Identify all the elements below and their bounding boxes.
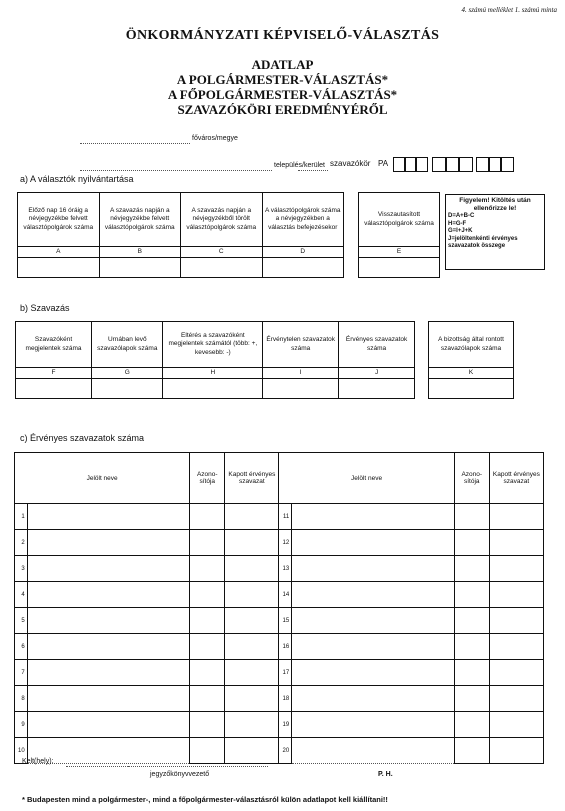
col-e-code: E bbox=[359, 247, 440, 258]
candidate-code-right[interactable] bbox=[454, 634, 489, 660]
candidate-votes-left[interactable] bbox=[225, 686, 279, 712]
voter-registry-table bbox=[17, 192, 344, 278]
subtitle-line-2: A POLGÁRMESTER-VÁLASZTÁS* bbox=[176, 72, 389, 87]
candidate-code-right[interactable] bbox=[454, 608, 489, 634]
row-number-left: 3 bbox=[15, 556, 28, 582]
pa-box-9[interactable] bbox=[500, 157, 514, 172]
candidate-votes-right[interactable] bbox=[489, 608, 543, 634]
col-j-header: Érvényes szavazatok száma bbox=[339, 322, 415, 368]
col-b-code: B bbox=[99, 247, 181, 258]
candidate-name-right[interactable] bbox=[292, 556, 455, 582]
col-i-header: Érvénytelen szavazatok száma bbox=[263, 322, 339, 368]
col-i-code: I bbox=[263, 368, 339, 379]
pa-box-3[interactable] bbox=[415, 157, 428, 172]
candidate-name-right[interactable] bbox=[292, 634, 455, 660]
candidate-name-left[interactable] bbox=[27, 660, 190, 686]
candidate-name-left[interactable] bbox=[27, 686, 190, 712]
check-note-head: Figyelem! Kitöltés után ellenőrizze le! bbox=[459, 197, 531, 213]
row-number-left: 1 bbox=[15, 504, 28, 530]
capital-county-field[interactable] bbox=[80, 143, 190, 144]
col-k-header: A bizottság által rontott szavazólapok száma bbox=[429, 322, 514, 368]
section-a-label: a) A választók nyilvántartása bbox=[20, 174, 134, 184]
col-j-value[interactable] bbox=[339, 379, 415, 399]
row-number-left: 5 bbox=[15, 608, 28, 634]
row-number-right: 12 bbox=[279, 530, 292, 556]
candidate-code-right[interactable] bbox=[454, 504, 489, 530]
col-c-code: C bbox=[181, 247, 263, 258]
candidate-votes-right[interactable] bbox=[489, 582, 543, 608]
pa-box-6[interactable] bbox=[458, 157, 473, 172]
footnote: * Budapesten mind a polgármester-, mind a főpolgármester-választásról külön adatlapot kell kiállítani!! bbox=[22, 795, 388, 804]
col-f-code: F bbox=[16, 368, 92, 379]
result-row bbox=[15, 582, 544, 608]
code-header-right: Azono- sítója bbox=[454, 453, 489, 504]
check-note-box bbox=[445, 194, 545, 270]
candidate-votes-left[interactable] bbox=[225, 530, 279, 556]
row-number-right: 13 bbox=[279, 556, 292, 582]
section-c-label: c) Érvényes szavazatok száma bbox=[20, 433, 145, 443]
candidate-code-left[interactable] bbox=[190, 504, 225, 530]
pa-label: PA bbox=[378, 159, 389, 168]
candidate-votes-left[interactable] bbox=[225, 634, 279, 660]
candidate-name-left[interactable] bbox=[27, 504, 190, 530]
check-note-line-1: D=A+B-C bbox=[448, 213, 475, 220]
col-h-header: Eltérés a szavazóként megjelentek számától (több: +, kevesebb: -) bbox=[163, 322, 263, 368]
result-row bbox=[15, 712, 544, 738]
col-k-value[interactable] bbox=[429, 379, 514, 399]
check-note-line-3: G=I+J+K bbox=[448, 228, 473, 235]
subtitle-line-4: SZAVAZÓKÖRI EREDMÉNYÉRŐL bbox=[177, 102, 388, 117]
candidate-code-right[interactable] bbox=[454, 530, 489, 556]
row-number-right: 20 bbox=[279, 738, 292, 764]
col-h-code: H bbox=[163, 368, 263, 379]
candidate-votes-left[interactable] bbox=[225, 712, 279, 738]
candidate-name-right[interactable] bbox=[292, 582, 455, 608]
col-d-value[interactable] bbox=[262, 258, 344, 278]
candidate-votes-right[interactable] bbox=[489, 530, 543, 556]
candidate-code-right[interactable] bbox=[454, 686, 489, 712]
candidate-code-left[interactable] bbox=[190, 608, 225, 634]
row-number-right: 14 bbox=[279, 582, 292, 608]
subtitle-line-3: A FŐPOLGÁRMESTER-VÁLASZTÁS* bbox=[167, 87, 398, 102]
col-h-value[interactable] bbox=[163, 379, 263, 399]
col-c-value[interactable] bbox=[181, 258, 263, 278]
stamp-label: P. H. bbox=[378, 771, 393, 778]
candidate-code-left[interactable] bbox=[190, 634, 225, 660]
col-a-header: Előző nap 16 óráig a névjegyzékbe felvett választópolgárok száma bbox=[18, 193, 100, 247]
row-number-right: 19 bbox=[279, 712, 292, 738]
candidate-name-left[interactable] bbox=[27, 556, 190, 582]
candidate-votes-right[interactable] bbox=[489, 738, 543, 764]
col-f-value[interactable] bbox=[16, 379, 92, 399]
row-number-left: 6 bbox=[15, 634, 28, 660]
result-row bbox=[15, 738, 544, 764]
capital-county-label: főváros/megye bbox=[192, 135, 238, 142]
col-b-value[interactable] bbox=[99, 258, 181, 278]
candidate-name-left[interactable] bbox=[27, 530, 190, 556]
col-i-value[interactable] bbox=[263, 379, 339, 399]
signer-label: jegyzőkönyvvezető bbox=[150, 771, 210, 778]
district-label: szavazókör bbox=[330, 159, 371, 168]
candidate-name-left[interactable] bbox=[27, 634, 190, 660]
candidate-votes-right[interactable] bbox=[489, 634, 543, 660]
voting-table bbox=[15, 321, 415, 399]
candidate-name-left[interactable] bbox=[27, 582, 190, 608]
col-a-code: A bbox=[18, 247, 100, 258]
section-b-label: b) Szavazás bbox=[20, 303, 70, 313]
col-e-value[interactable] bbox=[359, 258, 440, 278]
row-number-left: 2 bbox=[15, 530, 28, 556]
candidate-votes-right[interactable] bbox=[489, 660, 543, 686]
col-d-code: D bbox=[262, 247, 344, 258]
annex-note: 4. számú melléklet 1. számú minta bbox=[461, 6, 557, 14]
candidate-code-right[interactable] bbox=[454, 582, 489, 608]
row-number-left: 7 bbox=[15, 660, 28, 686]
candidate-code-left[interactable] bbox=[190, 660, 225, 686]
result-row bbox=[15, 556, 544, 582]
valid-votes-table bbox=[14, 452, 544, 764]
col-f-header: Szavazóként megjelentek száma bbox=[16, 322, 92, 368]
candidate-name-right[interactable] bbox=[292, 712, 455, 738]
candidate-name-right[interactable] bbox=[292, 686, 455, 712]
candidate-name-right[interactable] bbox=[292, 738, 455, 764]
candidate-votes-left[interactable] bbox=[225, 608, 279, 634]
district-field[interactable] bbox=[298, 170, 328, 171]
votes-header-right: Kapott érvényes szavazat bbox=[489, 453, 543, 504]
candidate-votes-right[interactable] bbox=[489, 712, 543, 738]
candidate-votes-right[interactable] bbox=[489, 686, 543, 712]
result-row bbox=[15, 634, 544, 660]
check-note-line-4: J=jelöltenkénti érvényes szavazatok összege bbox=[448, 235, 518, 250]
col-d-header: A választópolgárok száma a névjegyzékben a választás befejezésekor bbox=[262, 193, 344, 247]
candidate-name-right[interactable] bbox=[292, 660, 455, 686]
candidate-code-left[interactable] bbox=[190, 530, 225, 556]
result-row bbox=[15, 530, 544, 556]
committee-ballots-table bbox=[428, 321, 514, 399]
row-number-right: 15 bbox=[279, 608, 292, 634]
col-g-value[interactable] bbox=[92, 379, 163, 399]
check-note-line-2: H=G-F bbox=[448, 220, 467, 227]
settlement-label: település/kerület bbox=[274, 162, 325, 169]
row-number-right: 18 bbox=[279, 686, 292, 712]
row-number-left: 4 bbox=[15, 582, 28, 608]
candidate-code-right[interactable] bbox=[454, 660, 489, 686]
col-a-value[interactable] bbox=[18, 258, 100, 278]
candidate-code-left[interactable] bbox=[190, 686, 225, 712]
col-c-header: A szavazás napján a névjegyzékből törölt választópolgárok száma bbox=[181, 193, 263, 247]
result-row bbox=[15, 686, 544, 712]
row-number-left: 10 bbox=[15, 738, 28, 764]
candidate-code-left[interactable] bbox=[190, 712, 225, 738]
candidate-votes-left[interactable] bbox=[225, 582, 279, 608]
candidate-votes-left[interactable] bbox=[225, 738, 279, 764]
candidate-name-left[interactable] bbox=[27, 712, 190, 738]
row-number-left: 8 bbox=[15, 686, 28, 712]
candidate-name-right[interactable] bbox=[292, 530, 455, 556]
candidate-code-right[interactable] bbox=[454, 712, 489, 738]
col-b-header: A szavazás napján a névjegyzékbe felvett választópolgárok száma bbox=[99, 193, 181, 247]
row-number-right: 16 bbox=[279, 634, 292, 660]
candidate-header-left: Jelölt neve bbox=[15, 453, 190, 504]
candidate-code-right[interactable] bbox=[454, 556, 489, 582]
date-place-label: Kelt(hely): bbox=[22, 758, 54, 765]
candidate-code-right[interactable] bbox=[454, 738, 489, 764]
result-row bbox=[15, 660, 544, 686]
candidate-votes-left[interactable] bbox=[225, 556, 279, 582]
candidate-votes-left[interactable] bbox=[225, 660, 279, 686]
election-title: ÖNKORMÁNYZATI KÉPVISELŐ-VÁLASZTÁS bbox=[125, 28, 440, 43]
row-number-right: 17 bbox=[279, 660, 292, 686]
col-j-code: J bbox=[339, 368, 415, 379]
candidate-name-right[interactable] bbox=[292, 608, 455, 634]
signature-line[interactable] bbox=[128, 766, 268, 767]
candidate-header-right: Jelölt neve bbox=[279, 453, 454, 504]
candidate-votes-left[interactable] bbox=[225, 504, 279, 530]
candidate-name-right[interactable] bbox=[292, 504, 455, 530]
col-g-code: G bbox=[92, 368, 163, 379]
result-row bbox=[15, 608, 544, 634]
candidate-code-left[interactable] bbox=[190, 582, 225, 608]
returned-voters-table bbox=[358, 192, 440, 278]
candidate-code-left[interactable] bbox=[190, 738, 225, 764]
candidate-code-left[interactable] bbox=[190, 556, 225, 582]
col-k-code: K bbox=[429, 368, 514, 379]
code-header-left: Azono- sítója bbox=[190, 453, 225, 504]
candidate-votes-right[interactable] bbox=[489, 556, 543, 582]
votes-header-left: Kapott érvényes szavazat bbox=[225, 453, 279, 504]
row-number-left: 9 bbox=[15, 712, 28, 738]
col-g-header: Urnában levő szavazólapok száma bbox=[92, 322, 163, 368]
row-number-right: 11 bbox=[279, 504, 292, 530]
subtitle-line-1: ADATLAP bbox=[251, 57, 314, 72]
candidate-name-left[interactable] bbox=[27, 608, 190, 634]
result-row bbox=[15, 504, 544, 530]
candidate-votes-right[interactable] bbox=[489, 504, 543, 530]
settlement-field[interactable] bbox=[80, 170, 272, 171]
col-e-header: Visszautasított választópolgárok száma bbox=[359, 193, 440, 247]
